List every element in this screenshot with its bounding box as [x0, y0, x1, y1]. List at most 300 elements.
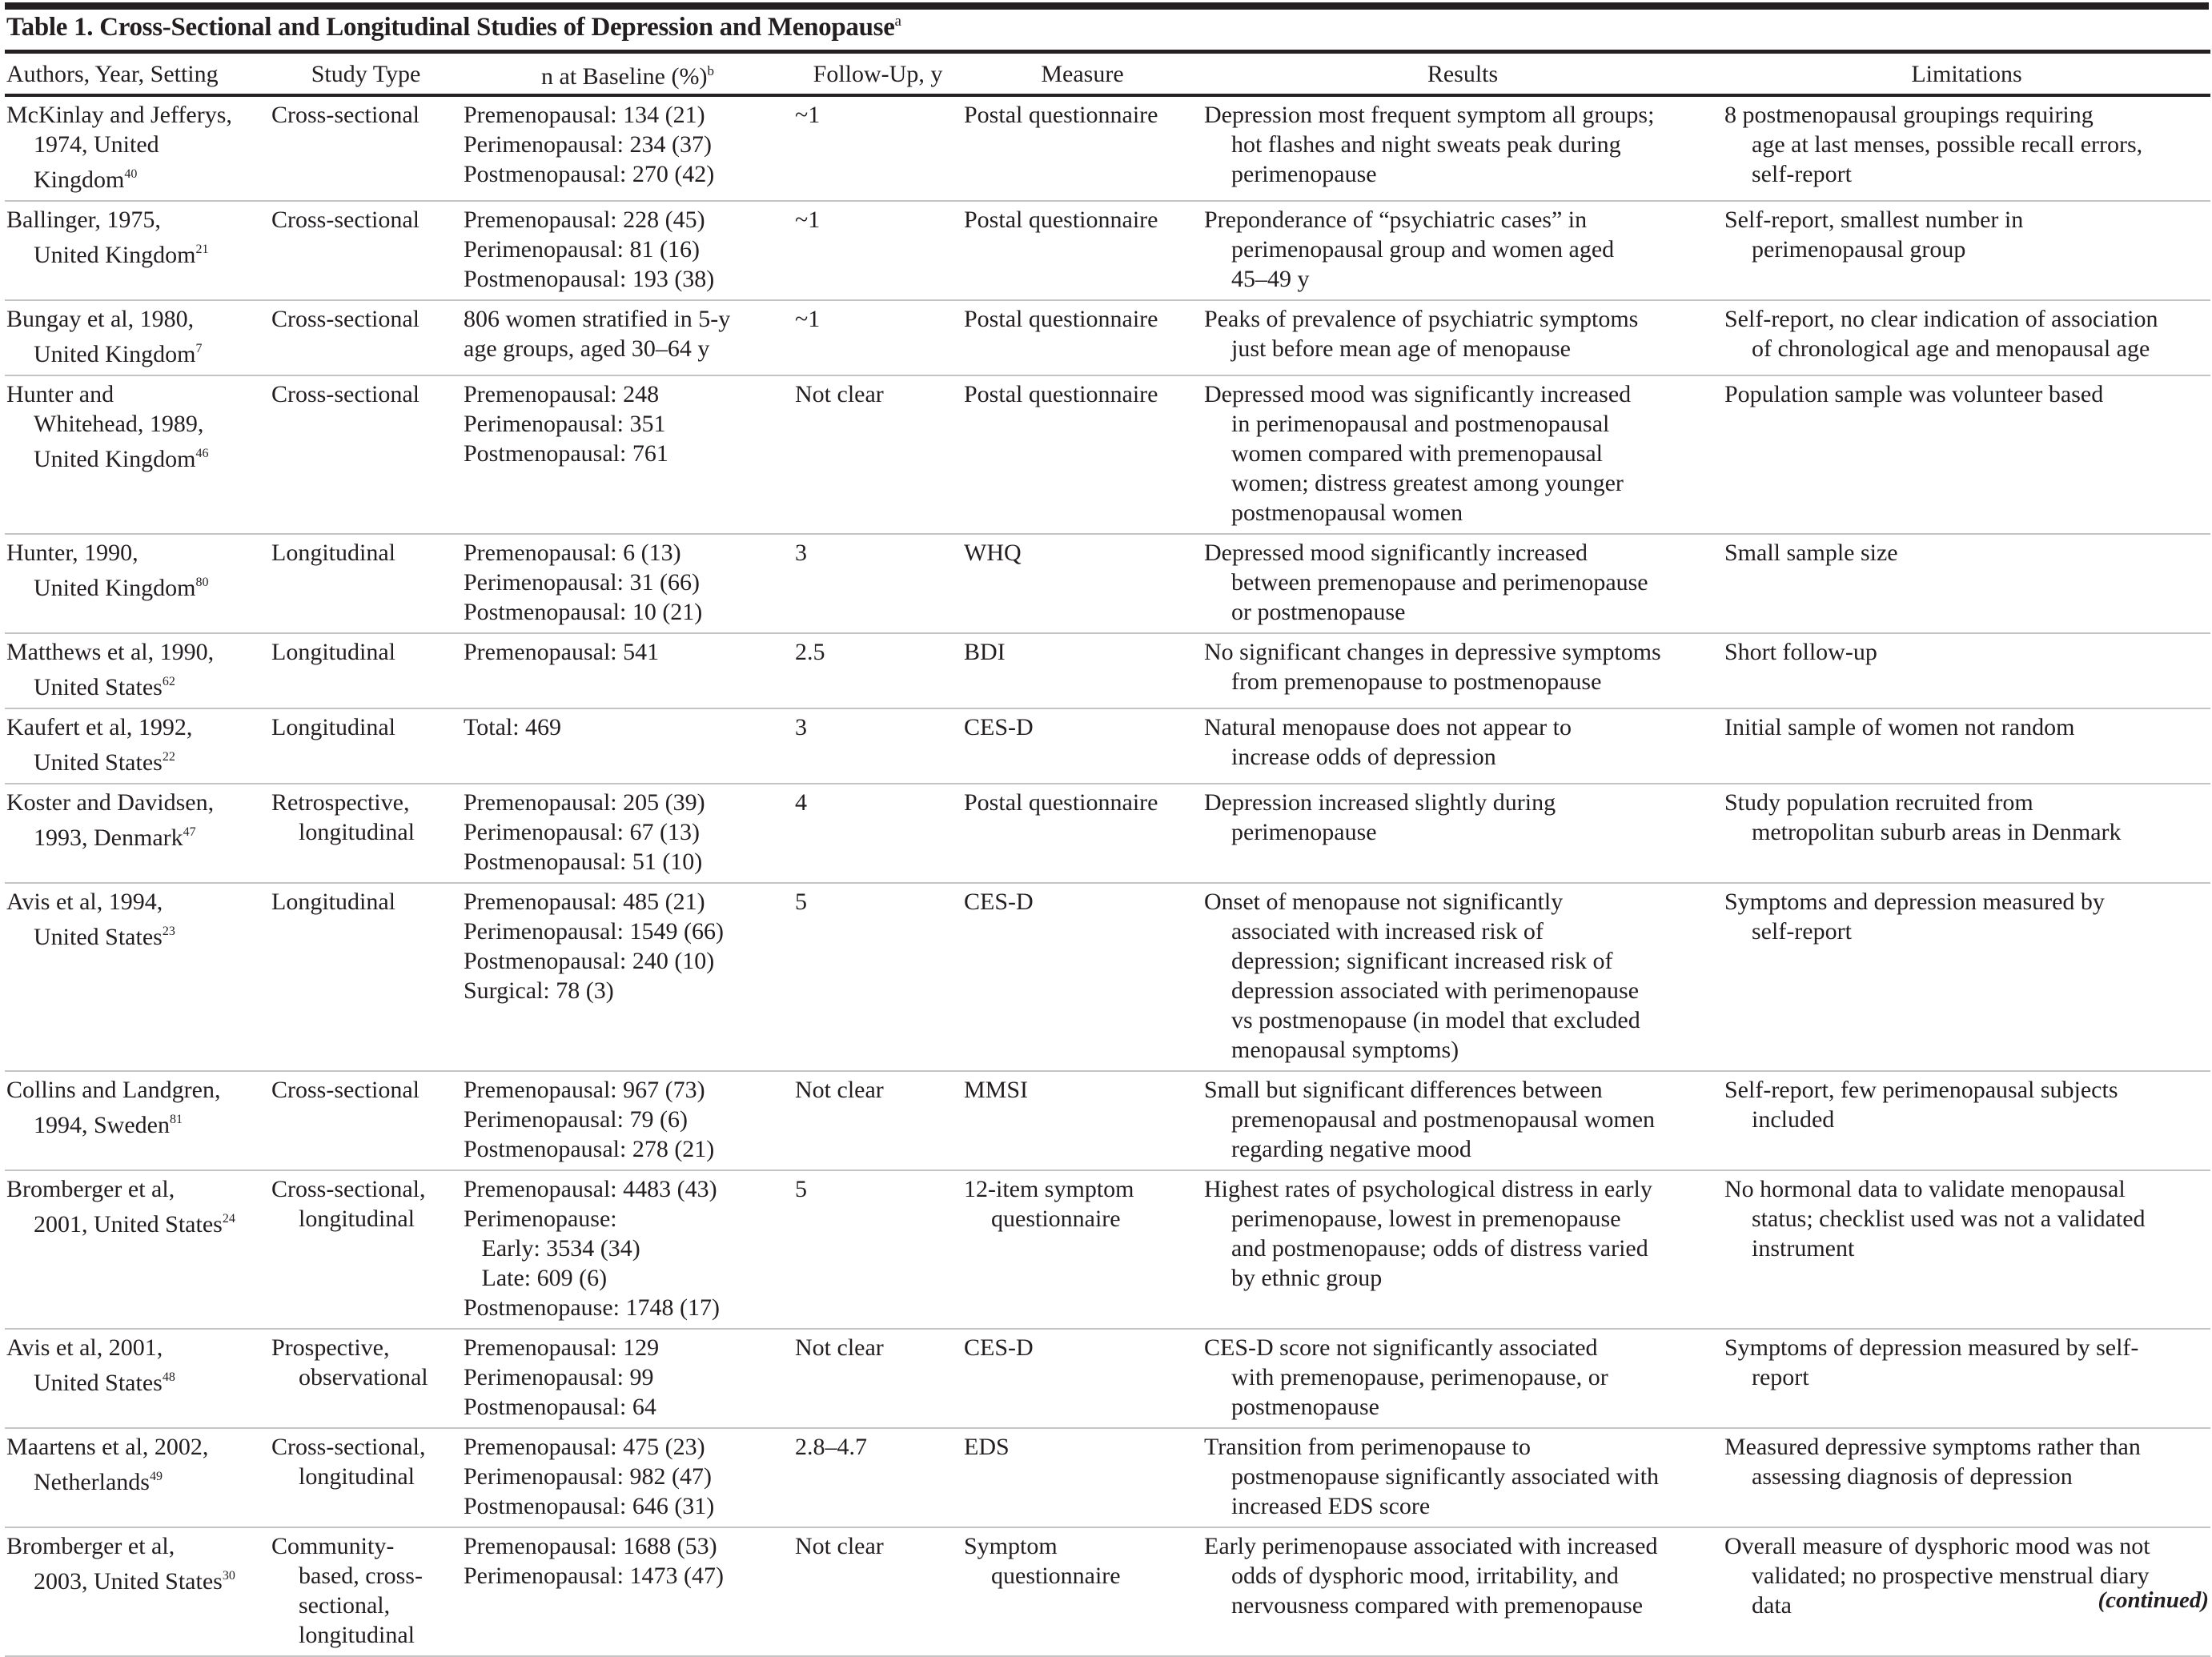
cell-line [964, 379, 1202, 409]
cell-text: Perimenopausal: 79 (6) [464, 1106, 688, 1133]
cell-text: postmenopause significantly associated with [1231, 1463, 1660, 1490]
cell-text: Kaufert et al, 1992, [6, 714, 193, 740]
cell-line [964, 205, 1202, 235]
header-measure: Measure [1041, 60, 1124, 87]
cell-line [1204, 1362, 1723, 1392]
cell-results [1202, 883, 1723, 1071]
cell-text: perimenopausal group and women aged [1231, 236, 1615, 263]
cell-line [1724, 887, 2210, 917]
cell-results [1202, 1329, 1723, 1428]
cell-text: United States [34, 1370, 163, 1396]
cell-text: Postmenopausal: 761 [464, 440, 668, 467]
cell-limitations [1723, 633, 2210, 708]
cell-text: Postmenopausal: 193 (38) [464, 266, 715, 292]
cell-text: Short follow-up [1724, 639, 1877, 665]
cell-line [1204, 887, 1723, 917]
cell-text: Not clear [795, 1334, 884, 1361]
cell-line [1204, 1591, 1723, 1620]
cell-n-baseline [462, 201, 793, 300]
cell-text: Depressed mood significantly increased [1204, 540, 1588, 566]
cell-limitations [1723, 883, 2210, 1071]
cell-text: Premenopausal: 134 (21) [464, 102, 705, 128]
cell-text: Small sample size [1724, 540, 1898, 566]
header-study-type: Study Type [311, 60, 421, 87]
table-row [5, 534, 2210, 633]
cell-text: United States [34, 924, 163, 950]
cell-n-baseline [462, 300, 793, 375]
cell-limitations [1723, 1071, 2210, 1170]
cell-line [6, 1432, 270, 1462]
cell-text: McKinlay and Jefferys, [6, 102, 232, 128]
cell-text: Postmenopausal: 270 (42) [464, 161, 715, 187]
cell-text: Hunter, 1990, [6, 540, 139, 566]
cell-line [6, 887, 270, 917]
cell-text: questionnaire [991, 1563, 1121, 1589]
cell-text: Perimenopausal: 67 (13) [464, 819, 700, 845]
table-title [6, 13, 901, 42]
cell-line [6, 1561, 270, 1596]
cell-text: Small but significant differences between [1204, 1077, 1603, 1103]
cell-text: Depression most frequent symptom all groups; [1204, 102, 1655, 128]
table-row [5, 1527, 2210, 1656]
cell-text: Cross-sectional [271, 102, 420, 128]
cell-line [1204, 130, 1723, 159]
cell-text: increased EDS score [1231, 1493, 1431, 1519]
cell-text: 5 [795, 1176, 807, 1202]
table-row [5, 784, 2210, 883]
cell-line [464, 1531, 793, 1561]
cell-text: United Kingdom [34, 242, 196, 268]
cell-line [6, 130, 270, 159]
cell-text: CES-D [964, 714, 1034, 740]
cell-text: Longitudinal [271, 540, 395, 566]
cell-line [464, 1134, 793, 1164]
cell-line [271, 538, 462, 568]
cell-line [464, 235, 793, 264]
cell-text: Symptom [964, 1533, 1058, 1559]
cell-text: Postmenopause: 1748 (17) [464, 1294, 720, 1321]
cell-text: women; distress greatest among younger [1231, 470, 1624, 496]
cell-text: Kingdom [34, 167, 125, 193]
cell-text: Bungay et al, 1980, [6, 306, 195, 332]
cell-results [1202, 1527, 1723, 1656]
cell-line [6, 1174, 270, 1204]
cell-line [1204, 264, 1723, 294]
cell-line [464, 379, 793, 409]
cell-limitations [1723, 534, 2210, 633]
cell-text: Postal questionnaire [964, 306, 1158, 332]
cell-limitations [1723, 201, 2210, 300]
cell-text: Surgical: 78 (3) [464, 977, 614, 1004]
cell-text: Postmenopausal: 64 [464, 1394, 656, 1420]
cell-text: United States [34, 749, 163, 776]
cell-study-type [270, 300, 462, 375]
cell-line [964, 788, 1202, 817]
cell-line [1204, 334, 1723, 363]
cell-text: BDI [964, 639, 1006, 665]
cell-line [1724, 1333, 2210, 1362]
cell-line [1724, 1204, 2210, 1234]
cell-text: nervousness compared with premenopause [1231, 1592, 1644, 1619]
cell-measure [962, 784, 1202, 883]
cell-study-type [270, 633, 462, 708]
cell-study-type [270, 1170, 462, 1329]
cell-text: assessing diagnosis of depression [1752, 1463, 2073, 1490]
cell-text: Cross-sectional [271, 1077, 420, 1103]
cell-results [1202, 784, 1723, 883]
cell-follow-up [793, 375, 962, 534]
cell-text: 3 [795, 540, 807, 566]
cell-line [1204, 946, 1723, 976]
cell-line [464, 1432, 793, 1462]
cell-text: Symptoms of depression measured by self- [1724, 1334, 2139, 1361]
cell-limitations [1723, 300, 2210, 375]
cell-text: self-report [1752, 161, 1852, 187]
cell-text: Postmenopausal: 278 (21) [464, 1136, 715, 1162]
cell-text: self-report [1752, 918, 1852, 945]
cell-text: Hunter and [6, 381, 114, 407]
cell-text: ~1 [795, 306, 821, 332]
cell-text: and postmenopause; odds of distress varied [1231, 1235, 1648, 1262]
cell-line [6, 637, 270, 667]
cell-line [1204, 409, 1723, 439]
cell-line [6, 917, 270, 952]
cell-line [1204, 379, 1723, 409]
cell-text: Premenopausal: 475 (23) [464, 1434, 705, 1460]
cell-text: No significant changes in depressive symptoms [1204, 639, 1661, 665]
cell-text: Postal questionnaire [964, 102, 1158, 128]
cell-line [1204, 235, 1723, 264]
cell-text: Perimenopausal: 1549 (66) [464, 918, 724, 945]
cell-n-baseline [462, 1170, 793, 1329]
cell-text: instrument [1752, 1235, 1855, 1262]
cell-line [1724, 1174, 2210, 1204]
cell-n-baseline [462, 1527, 793, 1656]
cell-line [464, 1263, 793, 1293]
cell-text: vs postmenopause (in model that excluded [1231, 1007, 1640, 1033]
cell-text: Early: 3534 (34) [464, 1235, 640, 1262]
cell-follow-up [793, 534, 962, 633]
reference-number: 48 [162, 1370, 175, 1384]
cell-line [964, 1333, 1202, 1362]
cell-text: status; checklist used was not a validated [1752, 1206, 2146, 1232]
cell-line [464, 1105, 793, 1134]
cell-line [1204, 1561, 1723, 1591]
cell-line [1724, 817, 2210, 847]
cell-text: Highest rates of psychological distress in early [1204, 1176, 1652, 1202]
cell-text: Prospective, [271, 1334, 390, 1361]
cell-text: Postal questionnaire [964, 381, 1158, 407]
cell-follow-up [793, 1170, 962, 1329]
cell-n-baseline [462, 708, 793, 784]
cell-text: menopausal symptoms) [1231, 1037, 1459, 1063]
table-row [5, 201, 2210, 300]
cell-line [1204, 788, 1723, 817]
cell-measure [962, 1170, 1202, 1329]
cell-results [1202, 201, 1723, 300]
cell-text: sectional, [299, 1592, 391, 1619]
cell-text: Postmenopausal: 646 (31) [464, 1493, 715, 1519]
cell-text: questionnaire [991, 1206, 1121, 1232]
cell-line [464, 100, 793, 130]
cell-follow-up [793, 1527, 962, 1656]
cell-line [964, 1174, 1202, 1204]
cell-line [1724, 1462, 2210, 1491]
cell-text: hot flashes and night sweats peak during [1231, 131, 1621, 158]
cell-n-baseline [462, 1329, 793, 1428]
cell-measure [962, 1428, 1202, 1527]
cell-text: 1993, Denmark [34, 824, 183, 851]
reference-number: 81 [169, 1113, 183, 1126]
cell-line [6, 304, 270, 334]
cell-text: Avis et al, 1994, [6, 889, 163, 915]
cell-text: validated; no prospective menstrual diary [1752, 1563, 2150, 1589]
reference-number: 22 [162, 750, 175, 764]
cell-text: Maartens et al, 2002, [6, 1434, 209, 1460]
cell-text: Population sample was volunteer based [1724, 381, 2104, 407]
cell-text: 12-item symptom [964, 1176, 1134, 1202]
table-row [5, 633, 2210, 708]
cell-follow-up [793, 883, 962, 1071]
cell-line [1204, 712, 1723, 742]
cell-results [1202, 375, 1723, 534]
cell-study-type [270, 708, 462, 784]
cell-line [6, 817, 270, 853]
cell-text: 806 women stratified in 5-y [464, 306, 731, 332]
reference-number: 46 [195, 447, 209, 460]
cell-line [1204, 1005, 1723, 1035]
cell-line [1204, 1174, 1723, 1204]
cell-text: 45–49 y [1231, 266, 1310, 292]
cell-line [6, 100, 270, 130]
cell-results [1202, 534, 1723, 633]
cell-line [1724, 1561, 2210, 1591]
cell-text: 5 [795, 889, 807, 915]
cell-line [271, 887, 462, 917]
reference-number: 49 [149, 1470, 163, 1483]
cell-line [464, 1333, 793, 1362]
cell-text: Cross-sectional, [271, 1176, 426, 1202]
cell-n-baseline [462, 784, 793, 883]
cell-line [1724, 235, 2210, 264]
cell-line [1204, 1531, 1723, 1561]
cell-line [964, 538, 1202, 568]
cell-line [1204, 100, 1723, 130]
table-body [5, 95, 2210, 1656]
cell-text: 1974, United [34, 131, 159, 158]
cell-authors [5, 534, 270, 633]
cell-line [1204, 1462, 1723, 1491]
cell-text: United Kingdom [34, 446, 196, 472]
cell-text: longitudinal [299, 1206, 415, 1232]
cell-text: age groups, aged 30–64 y [464, 335, 710, 362]
cell-line [964, 887, 1202, 917]
cell-text: Early perimenopause associated with increased [1204, 1533, 1658, 1559]
cell-study-type [270, 375, 462, 534]
cell-line [464, 712, 793, 742]
cell-line [964, 1561, 1202, 1591]
cell-text: Not clear [795, 381, 884, 407]
cell-results [1202, 633, 1723, 708]
cell-text: Koster and Davidsen, [6, 789, 215, 816]
header-n-baseline [462, 52, 793, 96]
cell-text: perimenopause [1231, 161, 1377, 187]
cell-line [1724, 100, 2210, 130]
cell-text: data [1752, 1592, 1792, 1619]
cell-text: depression; significant increased risk of [1231, 948, 1613, 974]
cell-line [464, 1234, 793, 1263]
cell-limitations [1723, 95, 2210, 201]
cell-limitations [1723, 1170, 2210, 1329]
cell-text: Postmenopausal: 51 (10) [464, 849, 703, 875]
cell-line [1204, 498, 1723, 528]
cell-text: Natural menopause does not appear to [1204, 714, 1572, 740]
cell-text: Ballinger, 1975, [6, 207, 161, 233]
cell-text: longitudinal [299, 1622, 415, 1648]
cell-results [1202, 300, 1723, 375]
cell-line [271, 1333, 462, 1362]
cell-text: Collins and Landgren, [6, 1077, 221, 1103]
cell-line [964, 1075, 1202, 1105]
cell-line [1724, 205, 2210, 235]
cell-text: postmenopausal women [1231, 500, 1463, 526]
cell-text: Not clear [795, 1533, 884, 1559]
cell-line [271, 205, 462, 235]
cell-line [464, 976, 793, 1005]
cell-text: United States [34, 674, 163, 700]
cell-measure [962, 1329, 1202, 1428]
cell-line [1204, 468, 1723, 498]
cell-text: just before mean age of menopause [1231, 335, 1571, 362]
cell-line [271, 712, 462, 742]
cell-text: CES-D [964, 1334, 1034, 1361]
cell-text: Self-report, no clear indication of association [1724, 306, 2158, 332]
cell-line [271, 379, 462, 409]
cell-line [6, 1075, 270, 1105]
cell-line [271, 637, 462, 667]
cell-text: longitudinal [299, 819, 415, 845]
table-row [5, 1170, 2210, 1329]
cell-text: Whitehead, 1989, [34, 411, 204, 437]
cell-text: depression associated with perimenopause [1231, 977, 1640, 1004]
cell-line [1724, 379, 2210, 409]
cell-line [964, 304, 1202, 334]
header-results: Results [1427, 60, 1499, 87]
cell-authors [5, 300, 270, 375]
cell-text: Premenopausal: 6 (13) [464, 540, 681, 566]
cell-text: Cross-sectional, [271, 1434, 426, 1460]
cell-line [1204, 597, 1723, 627]
cell-line [1204, 1134, 1723, 1164]
cell-text: based, cross- [299, 1563, 423, 1589]
cell-line [271, 100, 462, 130]
cell-authors [5, 201, 270, 300]
reference-number: 80 [195, 576, 209, 589]
cell-study-type [270, 784, 462, 883]
cell-text: Premenopausal: 205 (39) [464, 789, 705, 816]
cell-text: 2003, United States [34, 1568, 223, 1595]
cell-text: Overall measure of dysphoric mood was not [1724, 1533, 2150, 1559]
cell-line [964, 1204, 1202, 1234]
cell-line [464, 1293, 793, 1322]
cell-line [271, 1591, 462, 1620]
cell-line [6, 439, 270, 474]
cell-line [1724, 1362, 2210, 1392]
table-row [5, 375, 2210, 534]
cell-line [1724, 1531, 2210, 1561]
cell-line [464, 264, 793, 294]
cell-text: report [1752, 1364, 1809, 1390]
cell-line [1204, 667, 1723, 696]
cell-line [1204, 637, 1723, 667]
cell-line [1724, 637, 2210, 667]
cell-line [271, 1620, 462, 1650]
cell-text: Depressed mood was significantly increased [1204, 381, 1632, 407]
cell-n-baseline [462, 1428, 793, 1527]
cell-line [464, 1392, 793, 1422]
cell-text: Premenopausal: 4483 (43) [464, 1176, 717, 1202]
cell-line [1204, 1432, 1723, 1462]
cell-follow-up [793, 1071, 962, 1170]
cell-text: United Kingdom [34, 575, 196, 601]
cell-line [271, 1075, 462, 1105]
cell-line [6, 235, 270, 270]
cell-text: Measured depressive symptoms rather than [1724, 1434, 2141, 1460]
table-row [5, 1329, 2210, 1428]
cell-text: Perimenopausal: 31 (66) [464, 569, 700, 596]
cell-line [1204, 1491, 1723, 1521]
cell-authors [5, 883, 270, 1071]
table-row [5, 300, 2210, 375]
table-row [5, 95, 2210, 201]
cell-line [964, 712, 1202, 742]
reference-number: 47 [183, 825, 196, 839]
cell-limitations [1723, 1329, 2210, 1428]
cell-measure [962, 633, 1202, 708]
cell-line [1204, 1392, 1723, 1422]
cell-line [464, 1491, 793, 1521]
cell-text: Transition from perimenopause to [1204, 1434, 1532, 1460]
cell-text: regarding negative mood [1231, 1136, 1471, 1162]
cell-line [464, 538, 793, 568]
cell-study-type [270, 534, 462, 633]
cell-measure [962, 883, 1202, 1071]
cell-text: Longitudinal [271, 639, 395, 665]
cell-follow-up [793, 708, 962, 784]
cell-line [271, 788, 462, 817]
cell-line [964, 1432, 1202, 1462]
cell-line [271, 1531, 462, 1561]
cell-text: EDS [964, 1434, 1010, 1460]
cell-text: WHQ [964, 540, 1022, 566]
cell-line [464, 1561, 793, 1591]
cell-follow-up [793, 300, 962, 375]
cell-line [1724, 1075, 2210, 1105]
cell-line [464, 159, 793, 189]
cell-text: Self-report, few perimenopausal subjects [1724, 1077, 2118, 1103]
cell-text: age at last menses, possible recall errors, [1752, 131, 2143, 158]
cell-line [464, 917, 793, 946]
cell-line [6, 205, 270, 235]
cell-line [464, 409, 793, 439]
cell-line [1204, 1105, 1723, 1134]
cell-text: Peaks of prevalence of psychiatric symptoms [1204, 306, 1639, 332]
cell-text: perimenopausal group [1752, 236, 1966, 263]
cell-line [271, 1362, 462, 1392]
cell-line [6, 1531, 270, 1561]
cell-measure [962, 534, 1202, 633]
cell-line [6, 379, 270, 409]
